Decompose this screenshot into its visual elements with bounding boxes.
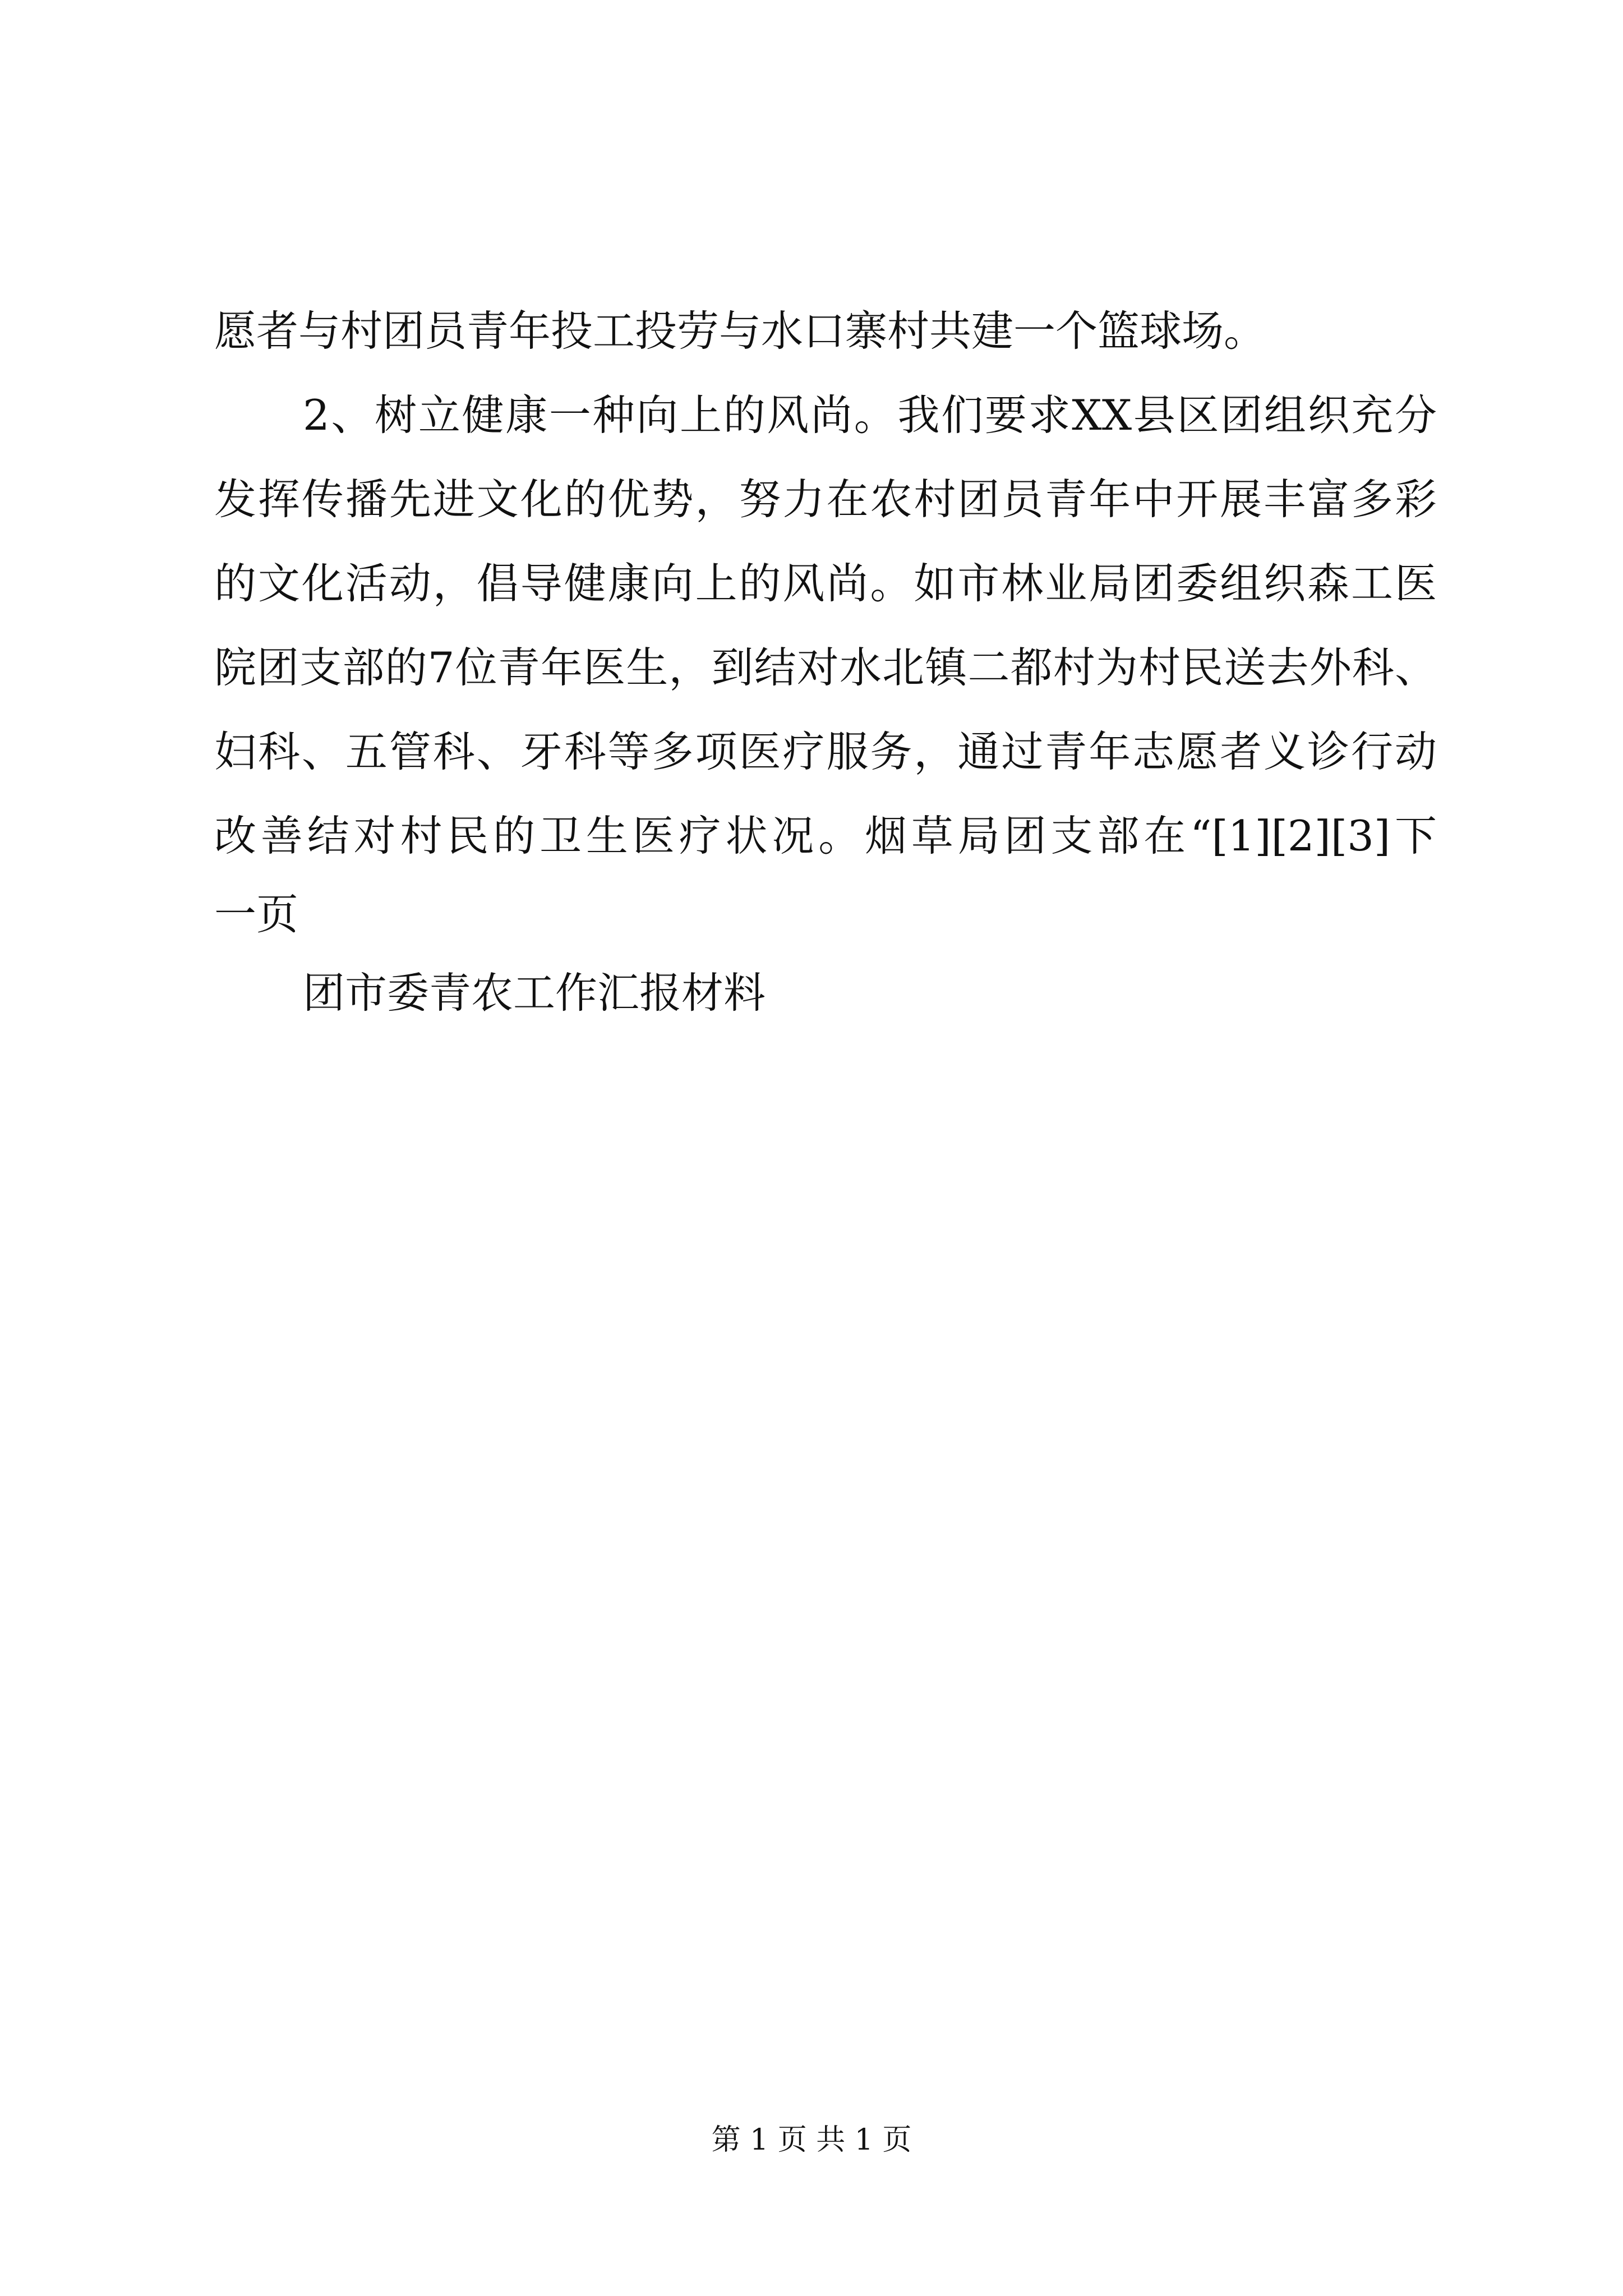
body-line-2: 2、树立健康一种向上的风尚。我们要求XX县区团组织充分 bbox=[303, 390, 1437, 440]
body-line-5: 院团支部的7位青年医生，到结对水北镇二都村为村民送去外科、 bbox=[214, 643, 1437, 692]
body-line-7: 改善结对村民的卫生医疗状况。烟草局团支部在“[1][2][3]下 bbox=[214, 811, 1437, 861]
document-heading: 团市委青农工作汇报材料 bbox=[303, 968, 766, 1018]
page-footer: 第 1 页 共 1 页 bbox=[711, 2123, 912, 2157]
body-line-6: 妇科、五管科、牙科等多项医疗服务，通过青年志愿者义诊行动 bbox=[214, 727, 1437, 776]
body-line-8: 一页 bbox=[214, 890, 299, 939]
body-line-4: 的文化活动，倡导健康向上的风尚。如市林业局团委组织森工医 bbox=[214, 559, 1437, 608]
body-line-1: 愿者与村团员青年投工投劳与水口寨村共建一个篮球场。 bbox=[214, 306, 1266, 356]
body-line-3: 发挥传播先进文化的优势，努力在农村团员青年中开展丰富多彩 bbox=[214, 475, 1437, 524]
